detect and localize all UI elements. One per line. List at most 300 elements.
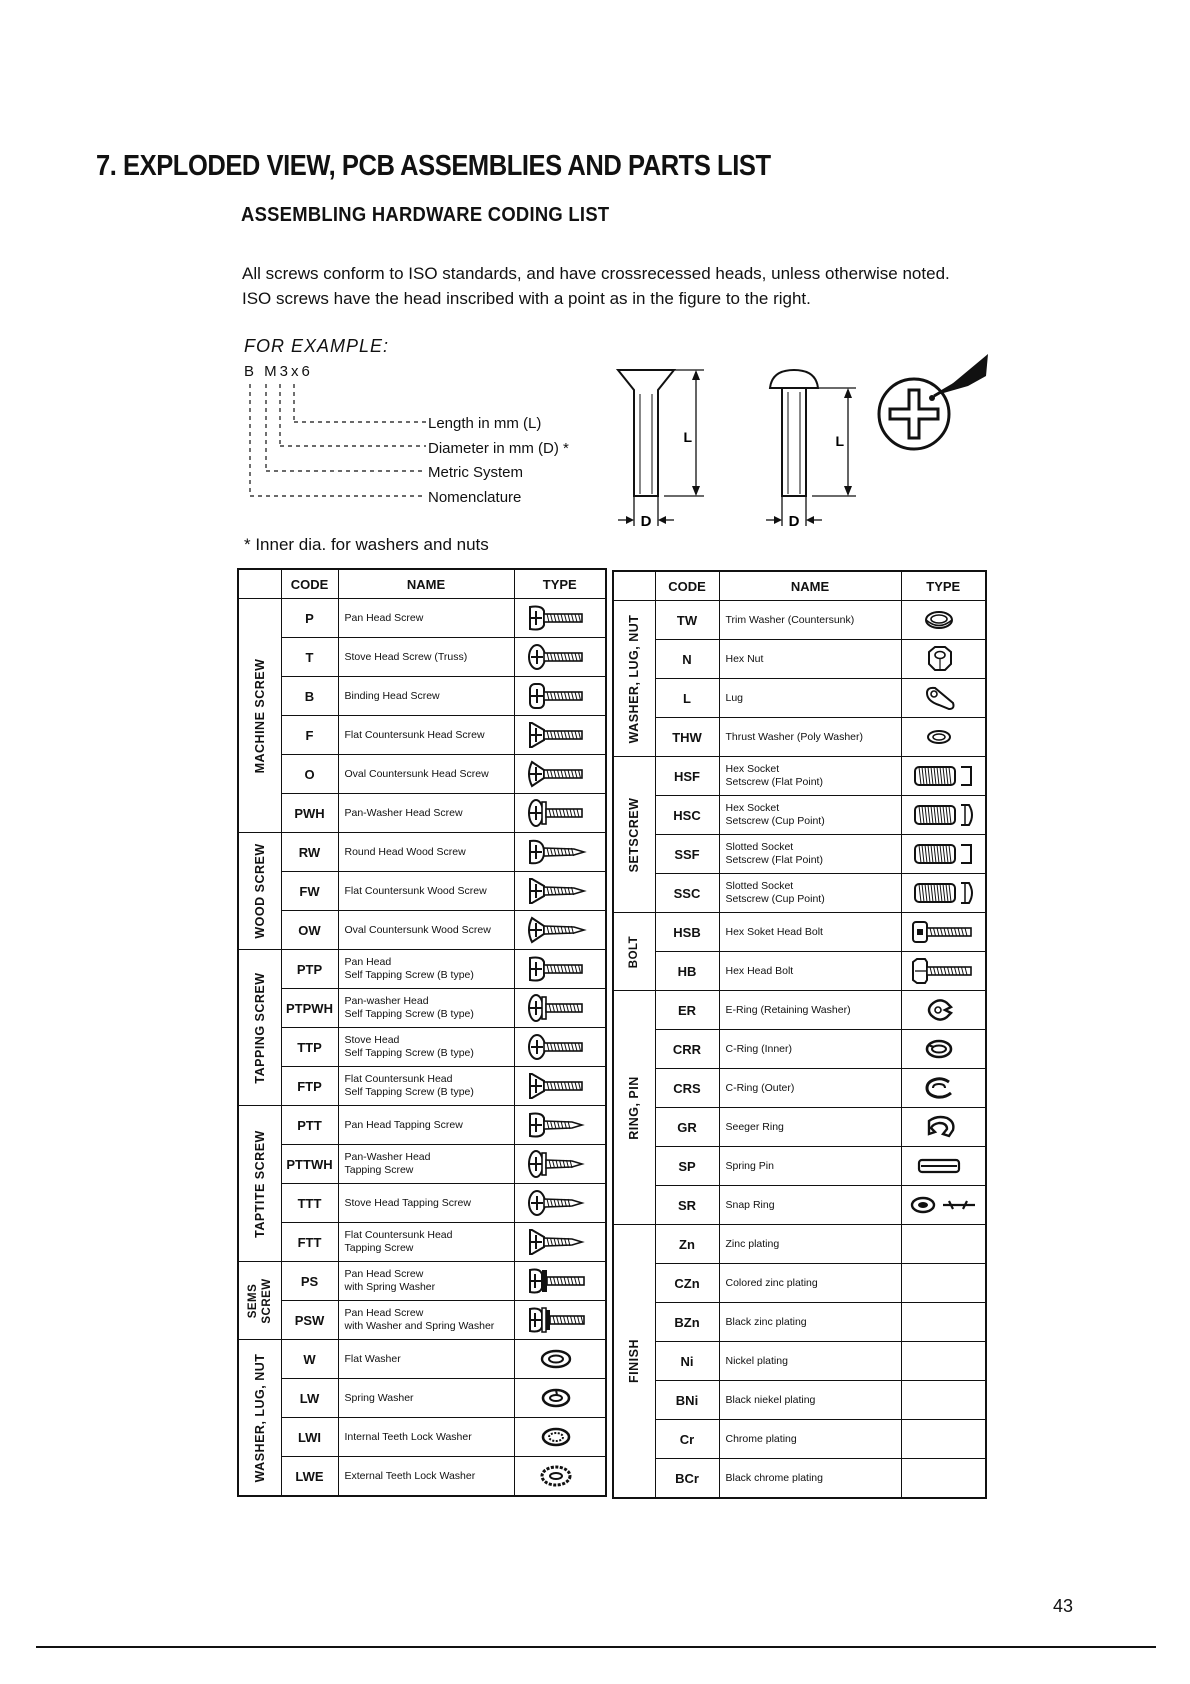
group-label: SETSCREW — [627, 797, 642, 872]
code-cell: SR — [655, 1186, 719, 1225]
code-cell: FTP — [281, 1067, 338, 1106]
name-line: Seeger Ring — [725, 1120, 784, 1133]
table-row — [613, 718, 986, 757]
group-column-header — [613, 571, 655, 601]
group-label: TAPTITE SCREW — [252, 1129, 267, 1238]
name-line: Setscrew (Flat Point) — [725, 854, 823, 866]
table-row — [238, 950, 606, 989]
thrust-washer-icon — [909, 722, 977, 752]
name-cell — [719, 718, 901, 757]
table-row — [238, 677, 606, 716]
table-row — [613, 835, 986, 874]
iso-head-mark-icon — [876, 350, 1000, 460]
name-cell — [338, 794, 514, 833]
code-cell: F — [281, 716, 338, 755]
group-label: FINISH — [627, 1339, 642, 1383]
name-cell — [719, 679, 901, 718]
hex-socket-setscrew-cup-icon — [909, 800, 977, 830]
name-cell — [338, 950, 514, 989]
table-row — [238, 1262, 606, 1301]
group-label: WOOD SCREW — [252, 843, 267, 939]
code-cell: W — [281, 1340, 338, 1379]
pan-head-tapping-screw-icon — [526, 954, 594, 984]
name-cell — [338, 911, 514, 950]
code-cell: BNi — [655, 1381, 719, 1420]
flat-countersunk-wood-screw-icon — [526, 876, 594, 906]
name-line: Round Head Wood Screw — [344, 845, 466, 858]
name-cell — [338, 1301, 514, 1340]
name-cell — [719, 835, 901, 874]
name-line: C-Ring (Outer) — [725, 1081, 795, 1094]
table-row — [613, 679, 986, 718]
type-cell — [514, 755, 606, 794]
type-cell — [514, 1418, 606, 1457]
type-cell — [901, 1264, 986, 1303]
group-label-cell — [613, 757, 655, 913]
name-cell — [719, 757, 901, 796]
code-cell: Cr — [655, 1420, 719, 1459]
table-row — [238, 1457, 606, 1497]
name-cell — [338, 1340, 514, 1379]
table-row — [613, 1264, 986, 1303]
name-line: Black zinc plating — [725, 1315, 807, 1328]
type-cell — [514, 833, 606, 872]
code-cell: THW — [655, 718, 719, 757]
type-cell — [514, 1028, 606, 1067]
table-row — [613, 952, 986, 991]
type-cell — [514, 911, 606, 950]
example-leader-lines — [244, 384, 434, 504]
table-row — [238, 911, 606, 950]
hex-head-bolt-icon — [909, 956, 977, 986]
code-cell: HSF — [655, 757, 719, 796]
table-row — [613, 757, 986, 796]
name-cell — [338, 599, 514, 638]
name-line: Hex Socket — [725, 802, 780, 814]
name-line: Flat Countersunk Wood Screw — [344, 884, 487, 897]
table-row — [238, 1067, 606, 1106]
code-cell: L — [655, 679, 719, 718]
type-cell — [514, 1145, 606, 1184]
table-row — [613, 1303, 986, 1342]
flat-countersunk-taptite-screw-icon — [526, 1227, 594, 1257]
code-cell: SSC — [655, 874, 719, 913]
name-cell — [338, 1418, 514, 1457]
type-cell — [514, 1184, 606, 1223]
name-line: Flat Countersunk Head — [344, 1229, 453, 1241]
table-row — [613, 1225, 986, 1264]
name-cell — [719, 913, 901, 952]
name-line: Hex Head Bolt — [725, 964, 794, 977]
group-label: RING, PIN — [627, 1075, 642, 1140]
name-cell — [719, 1108, 901, 1147]
code-cell: TTP — [281, 1028, 338, 1067]
name-cell — [719, 1069, 901, 1108]
group-label-cell — [613, 1225, 655, 1499]
table-row — [613, 1069, 986, 1108]
lug-icon — [909, 683, 977, 713]
name-line: Flat Countersunk Head Screw — [344, 728, 485, 741]
name-line: Hex Soket Head Bolt — [725, 925, 823, 938]
hardware-table-right — [612, 570, 987, 1499]
table-row — [238, 599, 606, 638]
type-cell — [514, 1223, 606, 1262]
legend-metric-system: Metric System — [428, 464, 524, 481]
type-cell — [901, 1381, 986, 1420]
type-cell — [901, 835, 986, 874]
code-cell: HSB — [655, 913, 719, 952]
type-cell — [514, 1379, 606, 1418]
oval-countersunk-screw-icon — [526, 759, 594, 789]
name-cell — [338, 1067, 514, 1106]
name-line: Nickel plating — [725, 1354, 788, 1367]
type-cell — [901, 1069, 986, 1108]
table-row — [238, 716, 606, 755]
name-cell — [338, 1262, 514, 1301]
name-line: Internal Teeth Lock Washer — [344, 1430, 472, 1443]
name-cell — [719, 796, 901, 835]
table-row — [238, 755, 606, 794]
inner-dia-note: * Inner dia. for washers and nuts — [244, 535, 489, 554]
group-label: WASHER, LUG, NUT — [252, 1353, 267, 1482]
table-row — [238, 1418, 606, 1457]
table-row — [238, 833, 606, 872]
code-cell: PWH — [281, 794, 338, 833]
name-line: Pan Head Screw — [344, 611, 424, 624]
table-row — [613, 1459, 986, 1499]
name-line: Setscrew (Cup Point) — [725, 893, 825, 905]
name-line: E-Ring (Retaining Washer) — [725, 1003, 851, 1016]
group-label-cell — [238, 833, 281, 950]
name-cell — [338, 1106, 514, 1145]
name-line: Tapping Screw — [344, 1164, 414, 1176]
snap-ring-icon — [909, 1190, 977, 1220]
name-cell — [719, 874, 901, 913]
table-row — [613, 1381, 986, 1420]
type-cell — [514, 1262, 606, 1301]
table-row — [238, 1223, 606, 1262]
type-cell — [514, 1301, 606, 1340]
legend-diameter: Diameter in mm (D) * — [428, 440, 569, 457]
name-line: Colored zinc plating — [725, 1276, 818, 1289]
code-cell: OW — [281, 911, 338, 950]
type-cell — [514, 638, 606, 677]
name-line: Flat Washer — [344, 1352, 401, 1365]
name-line: Spring Pin — [725, 1159, 774, 1172]
type-cell — [514, 1340, 606, 1379]
round-head-wood-screw-icon — [526, 837, 594, 867]
e-ring-icon — [909, 995, 977, 1025]
table-row — [238, 638, 606, 677]
code-cell: TW — [655, 601, 719, 640]
name-line: Setscrew (Flat Point) — [725, 776, 823, 788]
name-line: with Washer and Spring Washer — [344, 1320, 495, 1332]
hardware-table-left — [237, 568, 607, 1497]
type-cell — [901, 1225, 986, 1264]
name-line: Zinc plating — [725, 1237, 780, 1250]
name-column-header: NAME — [719, 571, 901, 601]
code-cell: PTPWH — [281, 989, 338, 1028]
name-cell — [719, 1342, 901, 1381]
code-cell: SSF — [655, 835, 719, 874]
name-line: Snap Ring — [725, 1198, 775, 1211]
code-cell: T — [281, 638, 338, 677]
name-line: External Teeth Lock Washer — [344, 1469, 476, 1482]
section-subtitle: ASSEMBLING HARDWARE CODING LIST — [241, 204, 610, 226]
name-cell — [719, 601, 901, 640]
type-cell — [901, 757, 986, 796]
type-cell — [514, 1067, 606, 1106]
c-ring-inner-icon — [909, 1034, 977, 1064]
code-cell: CRS — [655, 1069, 719, 1108]
table-row — [613, 640, 986, 679]
pan-head-screw-icon — [526, 603, 594, 633]
intro-text-line-1: All screws conform to ISO standards, and have crossrecessed heads, unless otherwise noted. — [242, 264, 950, 283]
table-row — [613, 1030, 986, 1069]
footer-rule — [36, 1646, 1156, 1648]
group-label-cell — [238, 950, 281, 1106]
hex-nut-icon — [909, 644, 977, 674]
name-line: Stove Head — [344, 1034, 400, 1046]
name-line: Self Tapping Screw (B type) — [344, 969, 474, 981]
table-row — [613, 1147, 986, 1186]
name-line: Pan Head — [344, 956, 392, 968]
type-cell — [901, 601, 986, 640]
table-row — [238, 1106, 606, 1145]
dimension-label-d: D — [788, 513, 800, 530]
name-line: Spring Washer — [344, 1391, 414, 1404]
name-line: Thrust Washer (Poly Washer) — [725, 730, 863, 743]
group-label: BOLT — [628, 935, 641, 968]
table-row — [613, 1342, 986, 1381]
name-line: Pan-washer Head — [344, 995, 429, 1007]
name-cell — [338, 1379, 514, 1418]
seeger-ring-icon — [909, 1112, 977, 1142]
table-row — [238, 1184, 606, 1223]
type-cell — [514, 1106, 606, 1145]
page-number: 43 — [1053, 1596, 1074, 1616]
code-cell: PS — [281, 1262, 338, 1301]
name-cell — [338, 1184, 514, 1223]
group-label: MACHINE SCREW — [252, 658, 267, 773]
dimension-label-l: L — [683, 429, 692, 445]
code-cell: Ni — [655, 1342, 719, 1381]
code-cell: O — [281, 755, 338, 794]
pan-washer-taptite-screw-icon — [526, 1149, 594, 1179]
type-cell — [514, 677, 606, 716]
code-cell: GR — [655, 1108, 719, 1147]
table-row — [613, 913, 986, 952]
type-cell — [514, 716, 606, 755]
code-cell: LW — [281, 1379, 338, 1418]
name-column-header: NAME — [338, 569, 514, 599]
group-label-cell — [238, 599, 281, 833]
group-label: SEMS SCREW — [246, 1277, 273, 1324]
name-cell — [338, 677, 514, 716]
code-column-header: CODE — [655, 571, 719, 601]
table-row — [613, 796, 986, 835]
code-cell: SP — [655, 1147, 719, 1186]
table-row — [238, 1301, 606, 1340]
legend-nomenclature: Nomenclature — [428, 489, 522, 506]
flat-countersunk-tapping-screw-icon — [526, 1071, 594, 1101]
name-line: Trim Washer (Countersunk) — [725, 613, 855, 626]
name-line: Slotted Socket — [725, 880, 794, 892]
name-line: Pan-Washer Head Screw — [344, 806, 463, 819]
type-cell — [901, 913, 986, 952]
name-line: Pan Head Screw — [344, 1307, 424, 1319]
table-row — [238, 1145, 606, 1184]
name-cell — [338, 989, 514, 1028]
type-cell — [514, 1457, 606, 1497]
code-cell: Zn — [655, 1225, 719, 1264]
countersunk-screw-figure — [612, 366, 722, 536]
code-cell: CZn — [655, 1264, 719, 1303]
type-cell — [901, 1186, 986, 1225]
table-row — [238, 872, 606, 911]
type-cell — [901, 991, 986, 1030]
name-cell — [338, 1457, 514, 1497]
name-line: Black niekel plating — [725, 1393, 816, 1406]
name-line: Tapping Screw — [344, 1242, 414, 1254]
type-column-header: TYPE — [514, 569, 606, 599]
code-cell: CRR — [655, 1030, 719, 1069]
sems-washer-spring-screw-icon — [526, 1305, 594, 1335]
name-cell — [719, 1030, 901, 1069]
stove-head-screw-icon — [526, 642, 594, 672]
table-row — [238, 1028, 606, 1067]
type-cell — [514, 872, 606, 911]
name-line: Chrome plating — [725, 1432, 797, 1445]
code-cell: PTTWH — [281, 1145, 338, 1184]
trim-washer-icon — [909, 605, 977, 635]
code-cell: BCr — [655, 1459, 719, 1499]
name-cell — [719, 1420, 901, 1459]
code-cell: RW — [281, 833, 338, 872]
legend-length: Length in mm (L) — [428, 415, 542, 432]
type-cell — [901, 718, 986, 757]
name-cell — [338, 638, 514, 677]
name-line: Slotted Socket — [725, 841, 794, 853]
name-cell — [338, 872, 514, 911]
group-label-cell — [238, 1262, 281, 1340]
name-cell — [719, 1186, 901, 1225]
name-line: Self Tapping Screw (B type) — [344, 1008, 474, 1020]
name-line: Oval Countersunk Head Screw — [344, 767, 489, 780]
name-cell — [719, 1459, 901, 1499]
code-cell: TTT — [281, 1184, 338, 1223]
table-row — [613, 1108, 986, 1147]
type-column-header: TYPE — [901, 571, 986, 601]
group-label: WASHER, LUG, NUT — [627, 614, 642, 743]
table-row — [238, 1379, 606, 1418]
table-row — [613, 1186, 986, 1225]
group-label-cell — [613, 991, 655, 1225]
name-line: Pan Head Tapping Screw — [344, 1118, 463, 1131]
slotted-setscrew-flat-icon — [909, 839, 977, 869]
type-cell — [901, 874, 986, 913]
group-label-cell — [613, 601, 655, 757]
code-cell: N — [655, 640, 719, 679]
code-cell: FW — [281, 872, 338, 911]
group-label: TAPPING SCREW — [252, 971, 267, 1084]
name-cell — [338, 716, 514, 755]
spring-pin-icon — [909, 1151, 977, 1181]
type-cell — [901, 679, 986, 718]
type-cell — [901, 1420, 986, 1459]
hex-socket-setscrew-flat-icon — [909, 761, 977, 791]
name-line: Pan-Washer Head — [344, 1151, 431, 1163]
type-cell — [514, 950, 606, 989]
flat-countersunk-screw-icon — [526, 720, 594, 750]
name-cell — [719, 640, 901, 679]
table-row — [613, 874, 986, 913]
type-cell — [901, 1030, 986, 1069]
name-cell — [719, 1147, 901, 1186]
stove-head-taptite-screw-icon — [526, 1188, 594, 1218]
pan-head-screw-figure — [762, 366, 872, 536]
code-cell: BZn — [655, 1303, 719, 1342]
name-line: Hex Socket — [725, 763, 780, 775]
code-cell: LWI — [281, 1418, 338, 1457]
name-line: Hex Nut — [725, 652, 764, 665]
name-line: Pan Head Screw — [344, 1268, 424, 1280]
name-line: Self Tapping Screw (B type) — [344, 1047, 474, 1059]
code-cell: ER — [655, 991, 719, 1030]
internal-teeth-lock-washer-icon — [526, 1422, 594, 1452]
hex-socket-head-bolt-icon — [909, 917, 977, 947]
code-cell: PTP — [281, 950, 338, 989]
page-title: 7. EXPLODED VIEW, PCB ASSEMBLIES AND PARTS LIST — [96, 150, 771, 182]
name-line: Lug — [725, 691, 744, 704]
type-cell — [901, 952, 986, 991]
code-cell: PTT — [281, 1106, 338, 1145]
type-cell — [901, 1459, 986, 1499]
name-line: Stove Head Tapping Screw — [344, 1196, 471, 1209]
type-cell — [901, 1147, 986, 1186]
stove-head-tapping-screw-icon — [526, 1032, 594, 1062]
name-cell — [338, 833, 514, 872]
name-cell — [719, 1303, 901, 1342]
external-teeth-lock-washer-icon — [526, 1461, 594, 1491]
name-cell — [719, 991, 901, 1030]
code-cell: B — [281, 677, 338, 716]
spring-washer-icon — [526, 1383, 594, 1413]
name-line: Flat Countersunk Head — [344, 1073, 453, 1085]
name-cell — [338, 755, 514, 794]
name-line: Setscrew (Cup Point) — [725, 815, 825, 827]
group-label-cell — [238, 1106, 281, 1262]
name-line: Oval Countersunk Wood Screw — [344, 923, 491, 936]
type-cell — [901, 1342, 986, 1381]
name-line: Binding Head Screw — [344, 689, 440, 702]
example-code: B M3x6 — [244, 363, 313, 380]
code-cell: HSC — [655, 796, 719, 835]
table-row — [613, 601, 986, 640]
sems-spring-washer-screw-icon — [526, 1266, 594, 1296]
code-cell: PSW — [281, 1301, 338, 1340]
name-cell — [719, 1225, 901, 1264]
name-line: Stove Head Screw (Truss) — [344, 650, 468, 663]
type-cell — [901, 1303, 986, 1342]
pan-head-taptite-screw-icon — [526, 1110, 594, 1140]
name-line: Self Tapping Screw (B type) — [344, 1086, 474, 1098]
binding-head-screw-icon — [526, 681, 594, 711]
table-row — [238, 1340, 606, 1379]
table-row — [613, 991, 986, 1030]
name-cell — [719, 1381, 901, 1420]
name-cell — [338, 1223, 514, 1262]
